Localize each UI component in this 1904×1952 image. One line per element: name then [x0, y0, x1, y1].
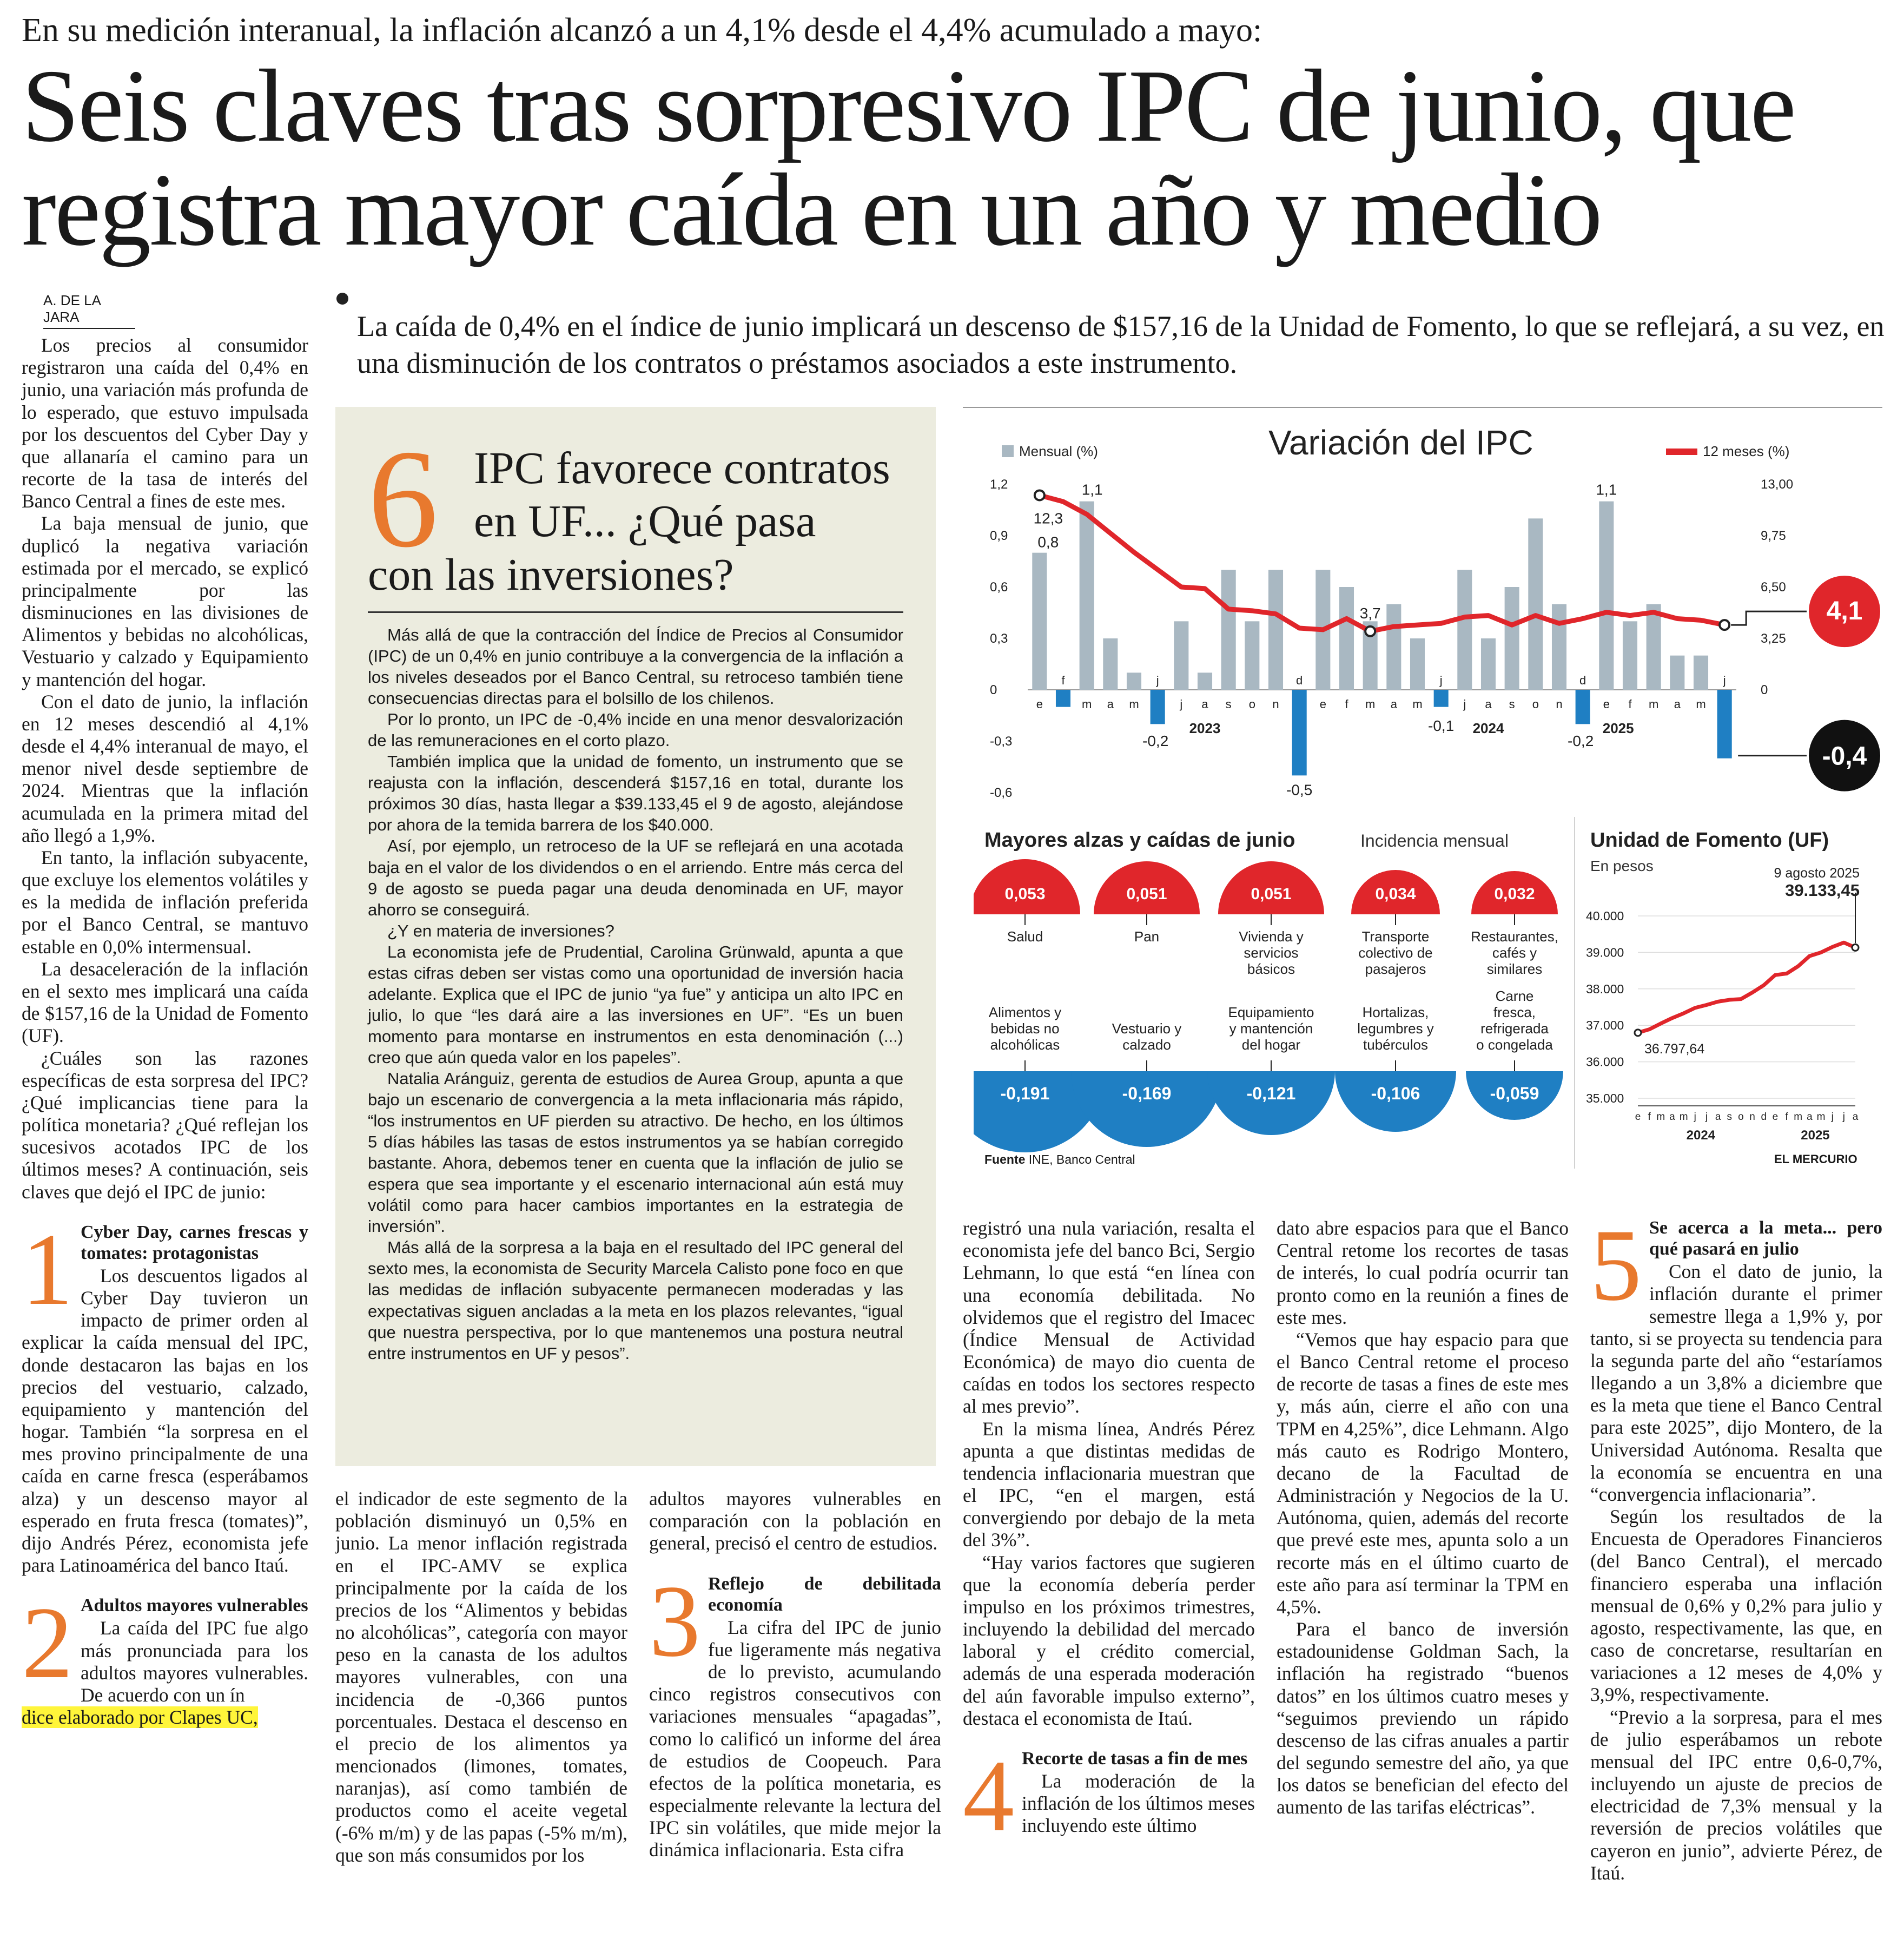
monthly-bar: [1056, 690, 1070, 707]
month-label: o: [1532, 697, 1539, 711]
monthly-bar: [1339, 587, 1354, 690]
rise-label: básicos: [1247, 961, 1295, 977]
column-4: [963, 1217, 1255, 1853]
monthly-bar: [1623, 621, 1637, 690]
month-label: m: [1696, 697, 1706, 711]
lede: La caída de 0,4% en el índice de junio implicará un descenso de $157,16 de la Unidad de Fomento, lo que se reflejará, a su vez, en una disminución de los contratos o préstamos asociados a este instrumento.: [357, 310, 1885, 379]
rise-value: 0,051: [1126, 885, 1167, 903]
uf-month-label: e: [1772, 1111, 1779, 1123]
chart-top-rule: [963, 407, 1882, 408]
monthly-bar: [1694, 656, 1708, 690]
monthly-bar: [1127, 672, 1141, 690]
callout-annual-value: 4,1: [1826, 597, 1863, 626]
box-para: Por lo pronto, un IPC de -0,4% incide en una menor desvalorización de las remuneraciones en el corto plazo.: [368, 710, 903, 750]
month-label: m: [1649, 697, 1659, 711]
headline-line1: Seis claves tras sorpresivo IPC de junio, que: [22, 48, 1795, 163]
month-label: a: [1201, 697, 1208, 711]
monthly-bar: [1080, 502, 1094, 690]
col1-para: ¿Cuáles son las razones específicas de esta sorpresa del IPC? ¿Qué implicancias tiene para la política monetaria? ¿Qué reflejan los sucesivos acotados IPC de los últimos meses? A continuación, seis claves que dejó el IPC de junio:: [22, 1047, 308, 1203]
col5-para: dato abre espacios para que el Banco Central retome los recortes de tasas de interés, lo cual podría ocurrir tan pronto como en la reunión a fines de este mes.: [1277, 1217, 1569, 1328]
col6-para: Según los resultados de la Encuesta de Operadores Financieros (del Banco Central), el mercado financiero esperaba una inflación mensual de 0,6% y 0,2% para julio y agosto, respectivamente, las que, en caso de concretarse, resultarían en variaciones a 12 meses de 4,0% y 3,9%, respectivamente.: [1590, 1506, 1882, 1706]
month-label: e: [1036, 697, 1043, 711]
monthly-bar: [1245, 621, 1259, 690]
monthly-bar: [1457, 570, 1472, 690]
monthly-bar: [1670, 656, 1684, 690]
y-right-tick: 9,75: [1761, 529, 1786, 543]
uf-month-label: j: [1831, 1111, 1834, 1123]
uf-y-tick: 40.000: [1586, 909, 1624, 923]
column-6: [1590, 1209, 1882, 1884]
fall-label: Vestuario y: [1112, 1020, 1182, 1037]
legend-label-line: 12 meses (%): [1703, 443, 1790, 459]
monthly-bar: [1717, 690, 1732, 759]
monthly-bar: [1434, 690, 1449, 707]
source-line: [984, 1152, 1135, 1167]
monthly-bar: [1647, 604, 1661, 690]
month-label: e: [1603, 697, 1610, 711]
fall-label: Carne: [1495, 988, 1534, 1004]
uf-month-label: d: [1761, 1111, 1767, 1123]
uf-month-label: j: [1694, 1111, 1696, 1123]
monthly-bar: [1268, 570, 1283, 690]
month-label: j: [1463, 697, 1466, 711]
section-2: [22, 1586, 308, 1729]
rise-label: Pan: [1134, 928, 1160, 945]
month-label: n: [1272, 697, 1279, 711]
col3-para: adultos mayores vulnerables en comparación con la población en general, precisó el centro de estudios.: [649, 1488, 941, 1554]
y-right-tick: 0: [1761, 683, 1768, 697]
monthly-bar: [1151, 690, 1165, 724]
column-1: [22, 334, 308, 1729]
month-label: m: [1129, 697, 1139, 711]
uf-title: Unidad de Fomento (UF): [1590, 829, 1829, 852]
fall-value: -0,106: [1371, 1084, 1420, 1103]
line-point: [1365, 627, 1375, 636]
year-label: 2025: [1602, 720, 1634, 736]
uf-start-label: 36.797,64: [1644, 1041, 1705, 1057]
monthly-bar: [1481, 638, 1496, 690]
box-para: Más allá de que la contracción del Índice de Precios al Consumidor (IPC) de un 0,4% en junio contribuye a la convergencia de la inflación a los niveles deseados por el Banco Central, su retroceso también tiene consecuencias directas para el bolsillo de los chilenos.: [368, 625, 903, 708]
section-number: 1: [22, 1212, 73, 1327]
uf-month-label: j: [1842, 1111, 1845, 1123]
fall-semicircle: [1071, 1071, 1222, 1147]
uf-end-date: 9 agosto 2025: [1774, 866, 1860, 881]
legend-swatch-line: [1666, 449, 1697, 455]
rise-label: Salud: [1007, 928, 1043, 945]
col1-para: Los precios al consumidor registraron una caída del 0,4% en junio, una variación más profunda de lo esperado, que estuvo impulsada por los descuentos del Cyber Day y que allanaría el camino para un recorte de la tasa de interés del Banco Central a fines de este mes.: [22, 334, 308, 512]
uf-y-tick: 36.000: [1586, 1054, 1624, 1069]
monthly-bar: [1505, 587, 1519, 690]
uf-month-label: m: [1816, 1111, 1826, 1123]
col4-para: registró una nula variación, resalta el economista jefe del banco Bci, Sergio Lehmann, lo que está “en línea con una economía debilitada. No olvidemos que el registro del Imacec (Índice Mensual de Actividad Económica) de mayo dio cuenta de caídas en todos los sectores respecto al mes previo”.: [963, 1217, 1255, 1417]
section-5: [1590, 1209, 1882, 1506]
data-label: -0,2: [1142, 733, 1169, 749]
month-label: j: [1180, 697, 1183, 711]
monthly-bar: [1410, 638, 1425, 690]
ipc-variation-chart: [963, 417, 1888, 817]
rise-label: similares: [1486, 961, 1543, 977]
twelve-month-line: [1040, 495, 1724, 631]
uf-month-label: a: [1852, 1111, 1859, 1123]
monthly-bar: [1292, 690, 1307, 775]
kicker: En su medición interanual, la inflación alcanzó a un 4,1% desde el 4,4% acumulado a mayo:: [22, 12, 1262, 49]
col5-para: Para el banco de inversión estadounidense Goldman Sach, la inflación ha registrado “buenos datos” en los últimos cuatro meses y “seguimos previendo un rápido descenso de las cifras anuales a partir del segundo semestre del año, ya que los datos se benefician del efecto del aumento de las tarifas eléctricas”.: [1277, 1618, 1569, 1818]
monthly-bar: [1103, 638, 1118, 690]
box-para: La economista jefe de Prudential, Carolina Grünwald, apunta a que estas cifras deben ser vistas como una oportunidad de inversión hacia adelante. Explica que el IPC de junio “ya fue” y anticipa un alto IPC en julio, lo que “les dará aire a las inversiones en UF”. “Es un buen momento para montarse en instrumentos en esta denominación (...) creo que aún queda valor en los papeles”.: [368, 942, 903, 1067]
data-label: -0,2: [1568, 733, 1594, 749]
col1-para: La baja mensual de junio, que duplicó la negativa variación estimada por el mercado, se explicó principalmente por las disminuciones en las divisiones de Alimentos y bebidas no alcohólicas, Vestuario y calzado y Equipamiento y mantención del hogar.: [22, 512, 308, 690]
month-label: m: [1365, 697, 1376, 711]
rise-label: Restaurantes,: [1471, 928, 1558, 945]
section-title: Se acerca a la meta... pero qué pasará en julio: [1649, 1218, 1882, 1259]
month-label: a: [1485, 697, 1492, 711]
column-5: [1277, 1217, 1569, 1819]
rise-value: 0,051: [1251, 885, 1292, 903]
uf-y-tick: 39.000: [1586, 945, 1624, 960]
fall-value: -0,121: [1246, 1084, 1296, 1103]
uf-subtitle: En pesos: [1590, 858, 1654, 874]
section-title: Adultos mayores vulnerables: [81, 1595, 308, 1616]
source-text: INE, Banco Central: [1028, 1152, 1135, 1166]
section-4: [963, 1739, 1255, 1853]
line-point: [1035, 490, 1044, 500]
col1-para: En tanto, la inflación subyacente, que excluye los elementos volátiles y es la medida de inflación preferida por el Banco Central, se mantuvo estable en 0,0% intermensual.: [22, 846, 308, 958]
box-title: [368, 442, 914, 602]
month-label: n: [1556, 697, 1563, 711]
month-label: f: [1345, 697, 1348, 711]
data-label: 1,1: [1081, 481, 1103, 498]
box-body: [368, 624, 903, 1364]
section-1: [22, 1212, 308, 1577]
column-2: [335, 1488, 627, 1867]
data-label: -0,5: [1286, 781, 1313, 799]
legend-swatch-bars: [1002, 445, 1014, 457]
box-para: También implica que la unidad de fomento, un instrumento que se reajusta con la inflación, descenderá $157,16 en total, durante los próximos 30 días, hasta llegar a $39.133,45 el 9 de agosto, alejándose por ahora de la temida barrera de los $40.000.: [368, 752, 903, 835]
col1-para: Con el dato de junio, la inflación en 12 meses descendió al 4,1% desde el 4,4% interanual de mayo, el menor nivel desde septiembre de 2024. Mientras que la inflación acumulada en la primera mitad del año llegó a 1,9%.: [22, 690, 308, 846]
rise-label: servicios: [1244, 945, 1299, 961]
monthly-bar: [1174, 621, 1188, 690]
section-3: [649, 1564, 941, 1862]
fall-label: y mantención: [1229, 1020, 1313, 1037]
fall-label: Alimentos y: [988, 1004, 1062, 1020]
uf-month-label: m: [1794, 1111, 1803, 1123]
highlighted-text: dice elaborado por Clapes UC,: [22, 1706, 258, 1729]
col2-para: el indicador de este segmento de la población disminuyó un 0,5% en junio. La menor inflación registrada en el IPC-AMV se explica principalmente por la caída de los precios de los “Alimentos y bebidas no alcohólicas”, categoría con mayor peso en la canasta de los adultos mayores vulnerables, con una incidencia de -0,366 puntos porcentuales. Destaca el descenso en el precio de los alimentos ya mencionados (limones, tomates, naranjas), así como también de productos como el aceite vegetal (-6% m/m) y de las papas (-5% m/m), que son más consumidos por los: [335, 1488, 627, 1866]
y-left-tick: -0,6: [990, 786, 1013, 800]
uf-month-label: j: [1705, 1111, 1708, 1123]
month-label: e: [1319, 697, 1326, 711]
fall-label: calzado: [1122, 1037, 1171, 1053]
section-text: Los descuentos ligados al Cyber Day tuvieron un impacto de primer orden al explicar la caída mensual del IPC, donde destacaron las bajas en los precios del vestuario, calzado, equipamiento y mantención del hogar. También “la sorpresa en el mes provino principalmente de una caída en carne fresca (esperábamos alza) y un descenso mayor al esperado en fruta fresca (tomates)”, dijo Andrés Pérez, economista jefe para Latinoamérica del banco Itaú.: [22, 1264, 308, 1577]
uf-month-label: o: [1738, 1111, 1744, 1123]
month-label: s: [1509, 697, 1515, 711]
y-left-tick: 0: [990, 683, 997, 697]
data-label: 1,1: [1596, 481, 1617, 498]
uf-month-label: a: [1669, 1111, 1675, 1123]
section-text-part: La caída del IPC fue algo más pronunciada para los adultos mayores vulnerables. De acuerdo con un ín: [81, 1617, 308, 1706]
headline-line2: registra mayor caída en un año y medio: [22, 152, 1601, 267]
section-text: Con el dato de junio, la inflación durante el primer semestre llega a 1,9% y, por tanto, si se proyecta su tendencia para la segunda parte del año “estaríamos llegando a un 3,8% a diciembre que es la meta que tiene el Banco Central para este 2025”, dijo Montero, de la Universidad Autónoma. Resalta que la economía se encuentra en una “convergencia inflacionaria”.: [1590, 1261, 1882, 1505]
uf-year-label: 2024: [1686, 1128, 1716, 1143]
data-label: 0,8: [1037, 533, 1059, 551]
box-title-line: en UF... ¿Qué pasa: [474, 496, 816, 547]
callout-monthly-value: -0,4: [1822, 742, 1867, 771]
box-title-line: IPC favorece contratos: [474, 443, 890, 493]
uf-month-label: s: [1727, 1111, 1733, 1123]
section-number: 5: [1590, 1209, 1642, 1322]
month-label: f: [1061, 674, 1065, 687]
monthly-bar: [1599, 502, 1614, 690]
uf-month-label: f: [1648, 1111, 1651, 1123]
y-right-tick: 3,25: [1761, 631, 1786, 646]
section-number: 3: [649, 1564, 700, 1678]
uf-end-value: 39.133,45: [1785, 881, 1860, 900]
month-label: j: [1723, 674, 1726, 687]
uf-month-label: m: [1679, 1111, 1688, 1123]
month-label: m: [1082, 697, 1092, 711]
fall-label: alcohólicas: [990, 1037, 1060, 1053]
fall-label: tubérculos: [1363, 1037, 1428, 1053]
uf-month-label: a: [1715, 1111, 1721, 1123]
year-label: 2024: [1472, 720, 1504, 736]
section-title: Cyber Day, carnes frescas y tomates: protagonistas: [81, 1222, 308, 1263]
month-label: a: [1674, 697, 1681, 711]
month-label: f: [1628, 697, 1632, 711]
uf-end-point: [1852, 944, 1859, 951]
section-title: Reflejo de debilitada economía: [708, 1573, 941, 1615]
section-number: 2: [22, 1586, 73, 1700]
fall-semicircle: [1207, 1071, 1335, 1135]
section-text: La moderación de la inflación de los últimos meses incluyendo este último: [1022, 1770, 1255, 1837]
box-title-rule: [368, 611, 903, 613]
sidebar-box-6: [335, 407, 936, 1466]
fall-value: -0,169: [1122, 1084, 1172, 1103]
month-label: o: [1248, 697, 1255, 711]
monthly-bar: [1552, 604, 1566, 690]
monthly-bar: [1576, 690, 1590, 724]
rise-label: pasajeros: [1365, 961, 1426, 977]
headline: [22, 48, 1882, 267]
monthly-bar: [1221, 570, 1236, 690]
month-label: a: [1107, 697, 1114, 711]
col5-para: “Vemos que hay espacio para que el Banco Central retome el proceso de recorte de tasas a fines de este mes y, más aún, cierre el año con una TPM en 4,25%”, dice Lehmann. Algo más cauto es Rodrigo Montero, decano de la Facultad de Administración y Negocios de la U. Autónoma, quien, además del recorte que prevé este mes, apunta solo a un recorte más en el último cuarto de este año para así terminar la TPM en 4,5%.: [1277, 1328, 1569, 1618]
col6-para: “Previo a la sorpresa, para el mes de julio esperábamos un rebote mensual del IPC entre 0,6-0,7%, incluyendo un ajuste de precios de electricidad de 7,3% mensual y la reversión de precios volátiles que cayeron en junio”, advierte Pérez, de Itaú.: [1590, 1706, 1882, 1884]
monthly-bar: [1032, 553, 1047, 690]
credit: EL MERCURIO: [1774, 1152, 1857, 1166]
column-3: [649, 1488, 941, 1862]
callout-leader: [1731, 611, 1807, 625]
incidence-title: Mayores alzas y caídas de junio: [984, 829, 1295, 852]
month-label: m: [1412, 697, 1423, 711]
col1-para: La desaceleración de la inflación en el sexto mes implicará una caída de $157,16 de la Unidad de Fomento (UF).: [22, 958, 308, 1047]
uf-year-label: 2025: [1801, 1128, 1830, 1143]
y-left-tick: -0,3: [990, 734, 1013, 749]
box-para: ¿Y en materia de inversiones?: [387, 921, 614, 940]
year-label: 2023: [1189, 720, 1221, 736]
fall-value: -0,191: [1000, 1084, 1050, 1103]
uf-month-label: m: [1656, 1111, 1665, 1123]
y-left-tick: 0,9: [990, 529, 1008, 543]
line-point: [1720, 620, 1729, 630]
lede-bullet: [336, 293, 348, 305]
legend-label-bars: Mensual (%): [1019, 443, 1098, 459]
month-label: a: [1390, 697, 1397, 711]
section-title: Recorte de tasas a fin de mes: [1022, 1748, 1248, 1769]
rise-value: 0,034: [1375, 885, 1416, 903]
source-label: Fuente: [984, 1152, 1026, 1166]
fall-label: del hogar: [1241, 1037, 1301, 1053]
uf-month-label: f: [1785, 1111, 1788, 1123]
section-text: La cifra del IPC de junio fue ligeramente más negativa de lo previsto, acumulando cinco registros consecutivos con variaciones mensuales “apagadas”, como lo calificó un informe del área de estudios de Coopeuch. Para efectos de la política monetaria, es especialmente relevante la lectura del IPC sin volátiles, que mide mejor la dinámica inflacionaria. Esta cifra: [649, 1616, 941, 1861]
month-label: j: [1439, 674, 1443, 687]
col4-para: “Hay varios factores que sugieren que la economía debería perder impulso en los próximos trimestres, incluyendo la debilidad del mercado laboral y el crédito comercial, además de una esperada moderación del aún favorable impulso externo”, destaca el economista de Itaú.: [963, 1551, 1255, 1729]
incidence-subtitle: Incidencia mensual: [1360, 831, 1509, 850]
ipc-chart-title: Variación del IPC: [1268, 423, 1533, 462]
fall-label: refrigerada: [1480, 1020, 1549, 1037]
y-right-tick: 6,50: [1761, 580, 1786, 595]
incidence-chart: [974, 817, 1574, 1196]
y-left-tick: 0,6: [990, 580, 1008, 595]
fall-value: -0,059: [1490, 1084, 1539, 1103]
box-title-line: con las inversiones?: [368, 549, 734, 600]
month-label: j: [1156, 674, 1159, 687]
monthly-bar: [1198, 672, 1212, 690]
uf-month-label: a: [1807, 1111, 1813, 1123]
rise-label: Transporte: [1361, 928, 1430, 945]
uf-y-tick: 38.000: [1586, 981, 1624, 996]
fall-label: legumbres y: [1357, 1020, 1434, 1037]
data-label: 3,7: [1359, 604, 1381, 622]
fall-label: bebidas no: [990, 1020, 1060, 1037]
data-label: -0,1: [1428, 717, 1455, 734]
rise-label: Vivienda y: [1239, 928, 1304, 945]
col4-para: En la misma línea, Andrés Pérez apunta a que distintas medidas de tendencia inflacionaria muestran que el IPC, “en el margen, está convergiendo por debajo de la meta del 3%”.: [963, 1417, 1255, 1551]
uf-month-label: e: [1635, 1111, 1641, 1123]
uf-line: [1638, 942, 1855, 1033]
monthly-bar: [1386, 604, 1401, 690]
fall-label: Hortalizas,: [1362, 1004, 1429, 1020]
y-left-tick: 0,3: [990, 631, 1008, 646]
rise-label: cafés y: [1492, 945, 1537, 961]
uf-y-tick: 35.000: [1586, 1091, 1624, 1105]
month-label: d: [1296, 674, 1303, 687]
uf-chart: [1574, 817, 1888, 1196]
uf-month-label: n: [1749, 1111, 1755, 1123]
rise-label: colectivo de: [1358, 945, 1433, 961]
month-label: d: [1579, 674, 1586, 687]
y-right-tick: 13,00: [1761, 477, 1794, 492]
fall-label: Equipamiento: [1228, 1004, 1314, 1020]
month-label: s: [1225, 697, 1232, 711]
box-para: Más allá de la sorpresa a la baja en el resultado del IPC general del sexto mes, la economista de Security Marcela Calisto pone foco en que las medidas de inflación subyacente permanecen moderadas y las expectativas siguen ancladas a la meta en los plazos relevantes, “igual que nuestra perspectiva, por lo que mantenemos una postura neutral entre instrumentos en UF y pesos”.: [368, 1238, 903, 1363]
section-number: 4: [963, 1739, 1014, 1853]
uf-start-point: [1635, 1030, 1641, 1036]
fall-label: o congelada: [1476, 1037, 1553, 1053]
box-para: Natalia Aránguiz, gerenta de estudios de Aurea Group, apunta a que bajo un escenario de convergencia a la meta inflacionaria más rápido, “los instrumentos en UF pierden su atractivo. De hecho, en los últimos 5 días hábiles las tasas de estos instrumentos ya se habían corregido bastante. Ahora, debemos tener en cuenta que la inflación de julio se espera que sea importante y el escenario internacional aún está muy volátil como para hacer cambios importantes en la estrategia de inversión”.: [368, 1069, 903, 1236]
monthly-bar: [1528, 518, 1543, 690]
data-label: 12,3: [1033, 510, 1063, 527]
rise-value: 0,032: [1494, 885, 1535, 903]
fall-label: fresca,: [1493, 1004, 1536, 1020]
box-number: 6: [368, 421, 438, 577]
uf-y-tick: 37.000: [1586, 1018, 1624, 1033]
byline: A. DE LA JARA: [43, 292, 135, 329]
rise-value: 0,053: [1004, 885, 1046, 903]
y-left-tick: 1,2: [990, 477, 1008, 492]
box-para: Así, por ejemplo, un retroceso de la UF se reflejará en una acotada baja en el valor de los dividendos o en el arriendo. Entre más cerca del 9 de agosto se pueda pagar una deuda denominada en UF, mayor ahorro se conseguirá.: [368, 836, 903, 919]
